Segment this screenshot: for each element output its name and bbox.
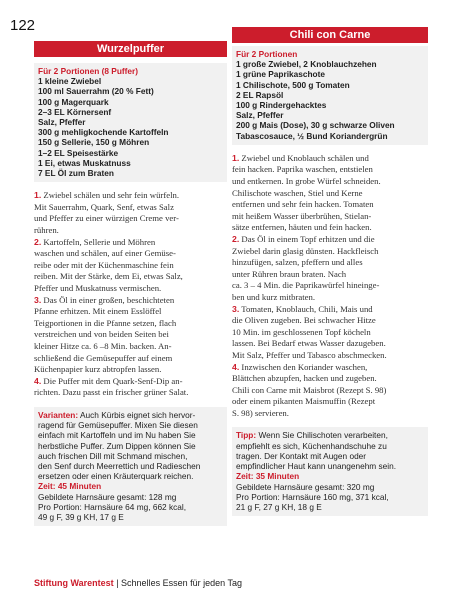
tip-line: ersetzen oder einen Kräuterquark reichen. bbox=[38, 471, 194, 482]
ingredient-item: 1–2 EL Speisestärke bbox=[38, 147, 119, 158]
ingredients-box bbox=[34, 63, 227, 182]
step-text: entfernen und sehr fein hacken. Tomaten bbox=[232, 199, 374, 210]
step-line bbox=[232, 408, 428, 420]
step-line bbox=[232, 280, 428, 292]
step-text: oder einem pikanten Maismuffin (Rezept bbox=[232, 396, 376, 407]
ingredient-item: Salz, Pfeffer bbox=[38, 117, 86, 128]
footer-separator: | bbox=[116, 578, 119, 588]
prep-time: Zeit: 35 Minuten bbox=[236, 471, 300, 482]
step-number: 4. bbox=[34, 375, 42, 386]
step-line bbox=[34, 329, 227, 341]
step-line bbox=[232, 199, 428, 211]
ingredient-item: 200 g Mais (Dose), 30 g schwarze Oliven bbox=[236, 120, 395, 131]
ingredient-list bbox=[38, 76, 223, 178]
step-text: Pfeffer und Muskatnuss vermischen. bbox=[34, 282, 162, 293]
step-line bbox=[34, 213, 227, 225]
preparation-steps bbox=[34, 190, 227, 399]
step-line bbox=[34, 190, 227, 202]
step-text: waschen und schälen, auf einer Gemüse- bbox=[34, 248, 176, 259]
nutrition-line: Pro Portion: Harnsäure 160 mg, 371 kcal, bbox=[236, 491, 389, 502]
step-text: ca. 3 – 4 Min. die Paprikawürfel hineinge- bbox=[232, 280, 380, 291]
ingredients-box bbox=[232, 46, 428, 145]
step-text: Die Puffer mit dem Quark-Senf-Dip an- bbox=[43, 375, 183, 386]
step-text: 10 Min. im geschlossenen Topf köcheln bbox=[232, 326, 371, 337]
step-text: kleiner Hitze ca. 6 –8 Min. backen. An- bbox=[34, 340, 172, 351]
step-line bbox=[232, 176, 428, 188]
step-line bbox=[232, 350, 428, 362]
step-number: 4. bbox=[232, 361, 240, 372]
step-text: hinzufügen, salzen, pfeffern und alles bbox=[232, 257, 363, 268]
step-text: Küchenpapier kurz abtropfen lassen. bbox=[34, 364, 162, 375]
tip-line: Auch Kürbis eignet sich hervor- bbox=[79, 409, 196, 420]
step-line bbox=[34, 271, 227, 283]
ingredient-item: 1 kleine Zwiebel bbox=[38, 76, 102, 87]
step-text: Inzwischen den Koriander waschen, bbox=[241, 361, 368, 372]
recipe-title: Chili con Carne bbox=[232, 27, 428, 43]
step-text: Chili con Carne mit Maisbrot (Rezept S. 98) bbox=[232, 384, 387, 395]
step-line bbox=[232, 362, 428, 374]
step-text: Zwiebel und Knoblauch schälen und bbox=[241, 152, 369, 163]
step-line bbox=[34, 237, 227, 249]
step-number: 3. bbox=[232, 303, 240, 314]
tip-line: herbstliche Puffer. Zum Dippen können Sie bbox=[38, 440, 196, 451]
step-line bbox=[232, 327, 428, 339]
step-text: S. 98) servieren. bbox=[232, 407, 289, 418]
step-line bbox=[232, 269, 428, 281]
ingredient-item: Salz, Pfeffer bbox=[236, 110, 284, 121]
step-line bbox=[34, 202, 227, 214]
step-text: Teigportionen in die Pfanne setzen, flach bbox=[34, 317, 177, 328]
step-line bbox=[232, 373, 428, 385]
step-line bbox=[232, 338, 428, 350]
nutrition-line: Gebildete Harnsäure gesamt: 320 mg bbox=[236, 481, 375, 492]
step-line bbox=[34, 295, 227, 307]
step-text: und entkernen. In grobe Würfel schneiden. bbox=[232, 176, 381, 187]
step-line bbox=[232, 315, 428, 327]
step-number: 1. bbox=[34, 190, 42, 201]
step-text: reiben. Mit der Stärke, dem Ei, etwas Salz, bbox=[34, 271, 183, 282]
step-text: Mit Salz, Pfeffer und Tabasco abschmecken. bbox=[232, 349, 387, 360]
ingredient-item: 1 Ei, etwas Muskatnuss bbox=[38, 157, 131, 168]
step-line bbox=[232, 164, 428, 176]
step-line bbox=[34, 318, 227, 330]
step-text: die Oliven zugeben. Bei schwacher Hitze bbox=[232, 315, 376, 326]
tip-line: einfach mit Kartoffeln und im Nu haben Sie bbox=[38, 430, 196, 441]
ingredient-item: 100 g Magerquark bbox=[38, 96, 109, 107]
ingredient-item: 7 EL Öl zum Braten bbox=[38, 168, 114, 179]
step-text: Blättchen abzupfen, hacken und zugeben. bbox=[232, 373, 377, 384]
ingredient-item: 100 ml Sauerrahm (20 % Fett) bbox=[38, 86, 154, 97]
nutrition-line: 49 g F, 39 g KH, 17 g E bbox=[38, 511, 124, 522]
step-text: Chilischote waschen, Stiel und Kerne bbox=[232, 187, 363, 198]
step-text: Das Öl in einer großen, beschichteten bbox=[43, 294, 175, 305]
step-line bbox=[34, 364, 227, 376]
prep-time: Zeit: 45 Minuten bbox=[38, 481, 102, 492]
step-text: Pfanne erhitzen. Mit einem Esslöffel bbox=[34, 306, 162, 317]
nutrition-line: Gebildete Harnsäure gesamt: 128 mg bbox=[38, 491, 177, 502]
step-line bbox=[232, 234, 428, 246]
ingredient-item: 1 grüne Paprikaschote bbox=[236, 69, 325, 80]
variants-box bbox=[34, 407, 227, 526]
step-text: und Pfeffer zu einer würzigen Creme ver- bbox=[34, 213, 179, 224]
step-number: 2. bbox=[34, 236, 42, 247]
step-line bbox=[232, 188, 428, 200]
step-line bbox=[34, 225, 227, 237]
step-line bbox=[232, 222, 428, 234]
recipe-chili-con-carne bbox=[232, 24, 428, 516]
step-text: Zwiebel darin glasig dünsten. Hackfleisch bbox=[232, 245, 379, 256]
ingredient-item: 300 g mehligkochende Kartoffeln bbox=[38, 127, 169, 138]
step-text: Zwiebel schälen und sehr fein würfeln. bbox=[43, 190, 179, 201]
recipe-wurzelpuffer bbox=[34, 24, 227, 526]
step-text: ben und kurz mitbraten. bbox=[232, 291, 315, 302]
tip-line: empfiehlt es sich, Küchenhandschuhe zu bbox=[236, 440, 387, 451]
step-text: Kartoffeln, Sellerie und Möhren bbox=[43, 236, 156, 247]
step-text: rühren. bbox=[34, 225, 59, 236]
step-text: reibe oder mit der Küchenmaschine fein bbox=[34, 259, 174, 270]
portions-heading: Für 2 Portionen bbox=[236, 49, 298, 59]
step-text: richten. Dazu passt ein frischer grüner Salat. bbox=[34, 387, 189, 398]
ingredient-item: 2–3 EL Körnersenf bbox=[38, 106, 112, 117]
step-line bbox=[34, 376, 227, 388]
portions-heading: Für 2 Portionen (8 Puffer) bbox=[38, 66, 139, 76]
step-text: verstreichen und von beiden Seiten bei bbox=[34, 329, 169, 340]
step-line bbox=[232, 385, 428, 397]
step-text: unter Rühren braun braten. Nach bbox=[232, 268, 347, 279]
tip-label: Varianten: bbox=[38, 409, 79, 420]
book-title: Schnelles Essen für jeden Tag bbox=[121, 578, 242, 588]
step-number: 1. bbox=[232, 152, 240, 163]
nutrition-line: Pro Portion: Harnsäure 64 mg, 662 kcal, bbox=[38, 501, 187, 512]
step-text: schließend die Gemüsepuffer auf einem bbox=[34, 352, 173, 363]
step-line bbox=[34, 387, 227, 399]
ingredient-item: 1 große Zwiebel, 2 Knoblauchzehen bbox=[236, 59, 377, 70]
step-line bbox=[34, 248, 227, 260]
step-line bbox=[34, 353, 227, 365]
step-line bbox=[232, 211, 428, 223]
tip-line: Wenn Sie Chilischoten verarbeiten, bbox=[258, 430, 388, 441]
nutrition-line: 21 g F, 27 g KH, 18 g E bbox=[236, 501, 322, 512]
step-text: lassen. Bei Bedarf etwas Wasser dazugeben. bbox=[232, 338, 386, 349]
tip-line: empfindlicher Haut kann unangenehm sein. bbox=[236, 461, 397, 472]
step-line bbox=[34, 341, 227, 353]
ingredient-item: 2 EL Rapsöl bbox=[236, 89, 284, 100]
step-text: Mit Sauerrahm, Quark, Senf, etwas Salz bbox=[34, 201, 174, 212]
publisher-brand: Stiftung Warentest bbox=[34, 578, 114, 588]
ingredient-item: 1 Chilischote, 500 g Tomaten bbox=[236, 79, 350, 90]
tip-line: den Senf durch Meerrettich und Radieschen bbox=[38, 460, 201, 471]
preparation-steps bbox=[232, 153, 428, 420]
step-line bbox=[232, 246, 428, 258]
step-line bbox=[34, 283, 227, 295]
step-number: 2. bbox=[232, 233, 240, 244]
step-line bbox=[232, 153, 428, 165]
step-text: Das Öl in einem Topf erhitzen und die bbox=[241, 233, 375, 244]
step-line bbox=[232, 292, 428, 304]
ingredient-item: 100 g Rindergehacktes bbox=[236, 100, 327, 111]
step-line bbox=[232, 257, 428, 269]
step-line bbox=[34, 306, 227, 318]
step-text: sätze entfernen, häuten und fein hacken. bbox=[232, 222, 372, 233]
page-number: 122 bbox=[10, 17, 36, 34]
step-line bbox=[232, 304, 428, 316]
ingredient-item: 150 g Sellerie, 150 g Möhren bbox=[38, 137, 150, 148]
tip-label: Tipp: bbox=[236, 430, 257, 441]
step-line bbox=[34, 260, 227, 272]
step-number: 3. bbox=[34, 294, 42, 305]
step-text: Tomaten, Knoblauch, Chili, Mais und bbox=[241, 303, 373, 314]
step-line bbox=[232, 396, 428, 408]
step-text: mit heißem Wasser überbrühen, Stielan- bbox=[232, 210, 372, 221]
page-footer bbox=[34, 578, 242, 588]
step-text: fein hacken. Paprika waschen, entstielen bbox=[232, 164, 373, 175]
tip-line: auch frischen Dill mit Schmand mischen, bbox=[38, 450, 188, 461]
ingredient-list bbox=[236, 59, 424, 141]
ingredient-item: Tabascosauce, ½ Bund Koriandergrün bbox=[236, 130, 388, 141]
tip-line: tragen. Der Kontakt mit Augen oder bbox=[236, 450, 367, 461]
tip-line: ragend für Gemüsepuffer. Mixen Sie diesen bbox=[38, 420, 198, 431]
recipe-title: Wurzelpuffer bbox=[34, 41, 227, 57]
tip-box bbox=[232, 427, 428, 516]
